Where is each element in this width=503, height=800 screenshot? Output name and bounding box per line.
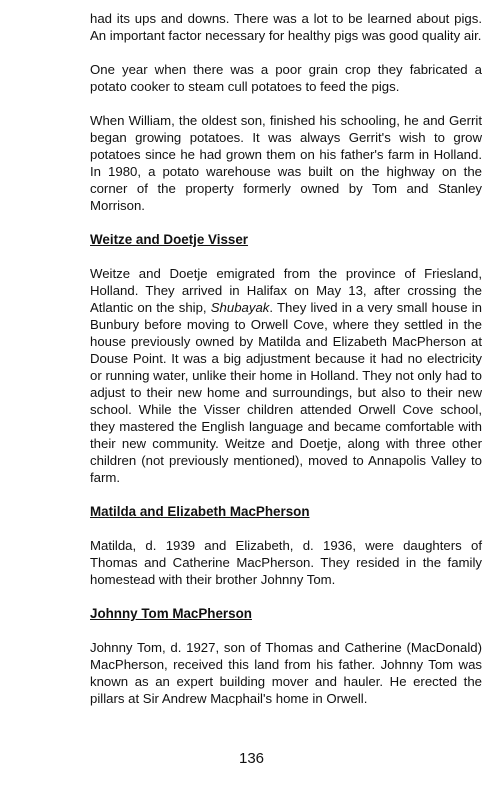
section-heading-macpherson-sisters: Matilda and Elizabeth MacPherson xyxy=(90,504,310,519)
visser-text-end: . They lived in a very small house in Bunbury before moving to Orwell Cove, where they settled in the house previously owned by Matilda and Elizabeth MacPherson at Douse Point. It was a big adjustment because it had no electricity or running water, unlike their home in Holland. They not only had to adjust to their new home and surroundings, but also to their new school. While the Visser children attended Orwell Cove school, they mastered the English language and became comfortable with their new community. Weitze and Doetje, along with three other children (not previously mentioned), moved to Annapolis Valley to farm. xyxy=(90,300,482,485)
paragraph-potato-cooker: One year when there was a poor grain crop they fabricated a potato cooker to steam cull potatoes to feed the pigs. xyxy=(90,62,482,94)
page-number: 136 xyxy=(238,750,265,767)
visser-text-start: Weitze and Doetje emigrated from the province of Friesland, Holland. They arrived in Halifax on May 13, after crossing the Atlantic on the ship, xyxy=(90,266,482,315)
section-heading-visser: Weitze and Doetje Visser xyxy=(90,232,249,247)
paragraph-macpherson-sisters: Matilda, d. 1939 and Elizabeth, d. 1936, were daughters of Thomas and Catherine MacPherson. They resided in the family homestead with their brother Johnny Tom. xyxy=(90,538,482,587)
paragraph-johnny-tom: Johnny Tom, d. 1927, son of Thomas and Catherine (MacDonald) MacPherson, received this land from his father. Johnny Tom was known as an expert building mover and hauler. He erected the pillars at Sir Andrew Macphail's home in Orwell. xyxy=(90,640,482,706)
paragraph-potato-warehouse: When William, the oldest son, finished his schooling, he and Gerrit began growing potatoes. It was always Gerrit's wish to grow potatoes since he had grown them on his father's farm in Holland. In 1980, a potato warehouse was built on the highway on the corner of the property formerly owned by Tom and Stanley Morrison. xyxy=(90,113,482,213)
paragraph-visser xyxy=(90,265,482,486)
paragraph-pig-air: had its ups and downs. There was a lot to be learned about pigs. An important factor necessary for healthy pigs was good quality air. xyxy=(90,11,482,43)
ship-name: Shubayak xyxy=(210,300,270,315)
document-body xyxy=(90,10,482,724)
section-heading-johnny-tom: Johnny Tom MacPherson xyxy=(90,606,252,621)
